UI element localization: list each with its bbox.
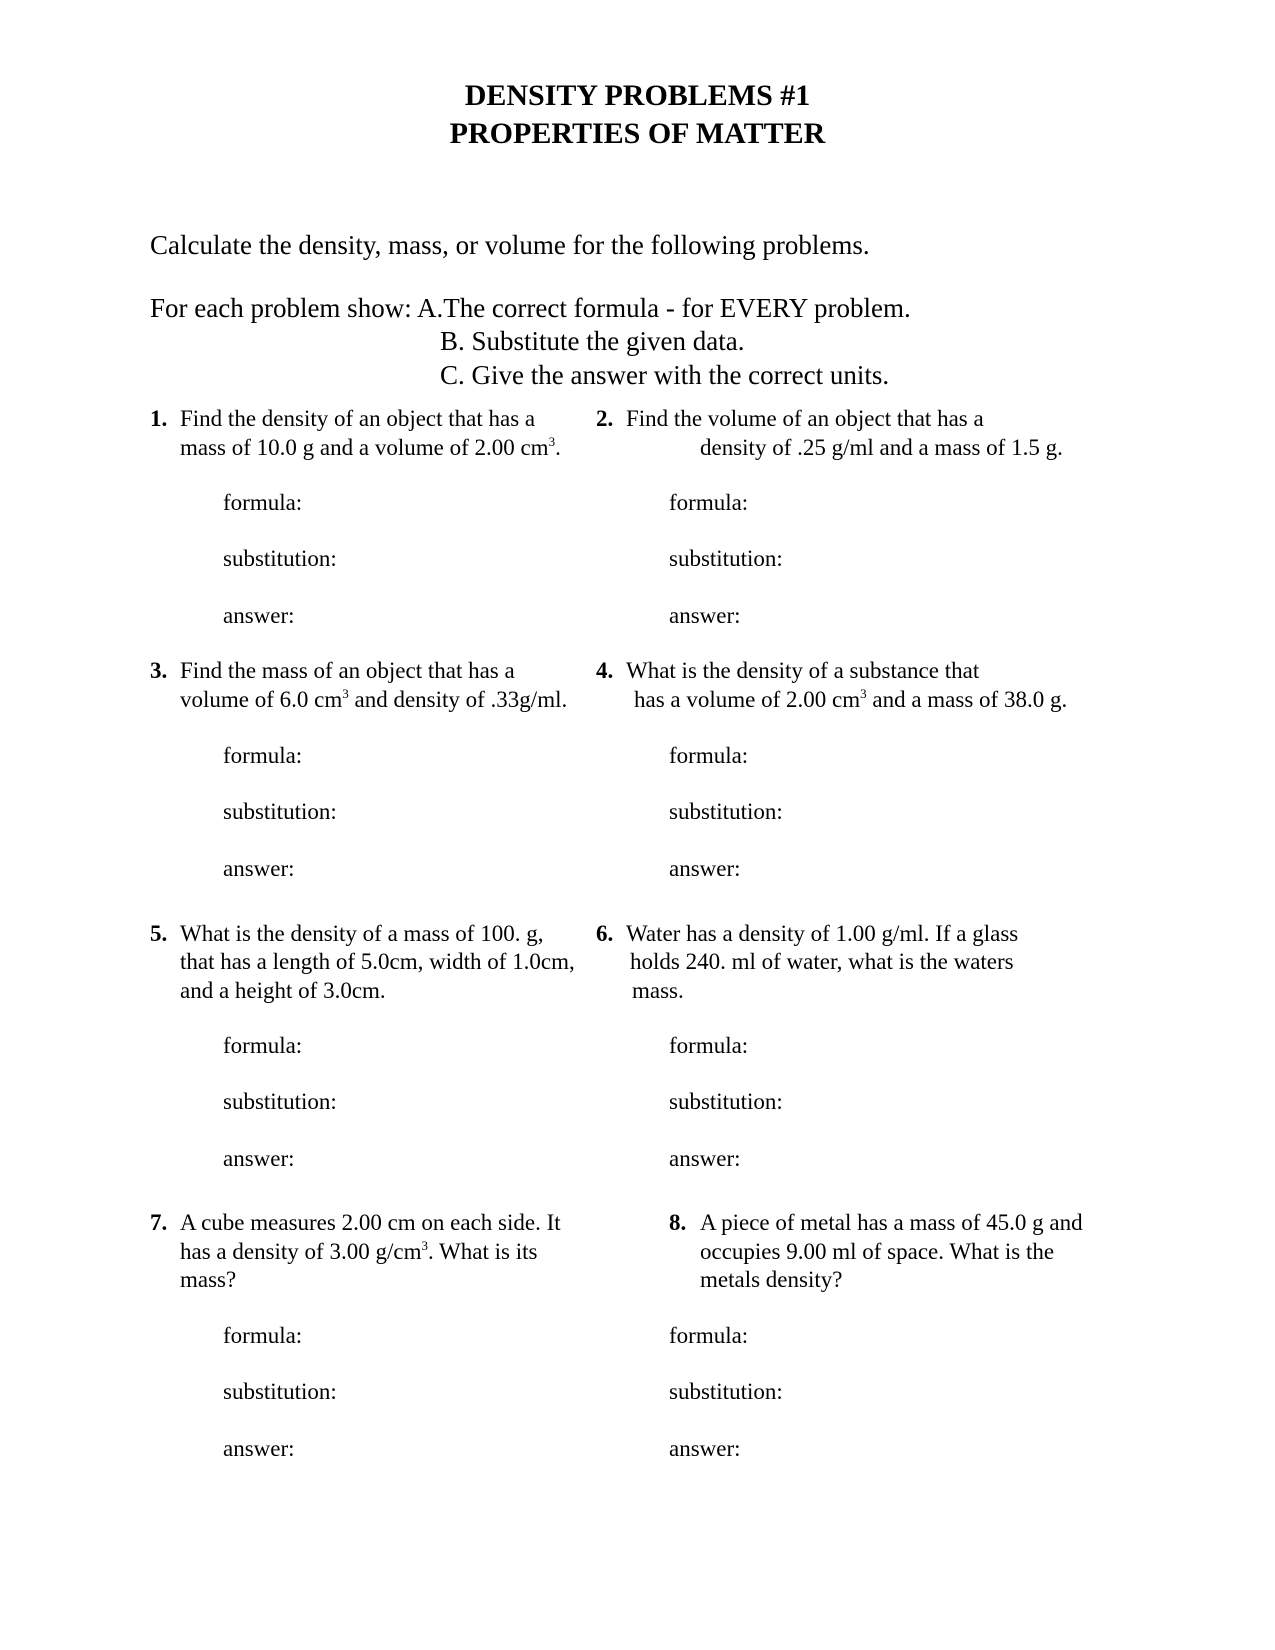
problem-4-answer-label: answer:: [669, 856, 741, 881]
problem-6-formula-label: formula:: [669, 1033, 749, 1058]
problem-6-number: 6.: [596, 921, 614, 946]
problem-1-text-line-1: Find the density of an object that has a: [180, 406, 536, 431]
problem-5-substitution-label: substitution:: [223, 1089, 337, 1114]
problem-2-substitution-label: substitution:: [669, 546, 783, 571]
page-title-line-2: PROPERTIES OF MATTER: [449, 117, 826, 150]
problem-3-text-line-1: Find the mass of an object that has a: [180, 658, 515, 683]
problem-3-text-line-2: volume of 6.0 $cm^3$ and density of .33g/ml.: [180, 686, 568, 712]
instructions-step-a: For each problem show: A.The correct formula - for EVERY problem.: [150, 293, 911, 323]
problem-1-answer-label: answer:: [223, 603, 295, 628]
problem-5-number: 5.: [150, 921, 168, 946]
problem-7-text-line-3: mass?: [180, 1267, 237, 1292]
problem-1-substitution-label: substitution:: [223, 546, 337, 571]
instructions-step-b: B. Substitute the given data.: [440, 326, 745, 356]
problem-4-substitution-label: substitution:: [669, 799, 783, 824]
problem-4-text-line-2: has a volume of 2.00 $cm^3$ and a mass of 38.0 g.: [634, 686, 1068, 712]
problem-8-substitution-label: substitution:: [669, 1379, 783, 1404]
problem-4-number: 4.: [596, 658, 614, 683]
page-title-line-1: DENSITY PROBLEMS #1: [464, 79, 811, 112]
problem-8-answer-label: answer:: [669, 1436, 741, 1461]
problem-3-number: 3.: [150, 658, 168, 683]
problem-1-number: 1.: [150, 406, 168, 431]
problem-3-substitution-label: substitution:: [223, 799, 337, 824]
problem-5-text-line-3: and a height of 3.0cm.: [180, 978, 386, 1003]
problem-2-text-line-2: density of .25 g/ml and a mass of 1.5 g.: [700, 435, 1063, 460]
problem-2-answer-label: answer:: [669, 603, 741, 628]
problem-6-text-line-1: Water has a density of 1.00 g/ml. If a glass: [626, 921, 1019, 946]
problem-8-text-line-1: A piece of metal has a mass of 45.0 g and: [700, 1210, 1083, 1235]
problem-3-formula-label: formula:: [223, 743, 303, 768]
problem-1-text-line-2: mass of 10.0 g and a volume of 2.00 $cm^3$.: [180, 434, 561, 460]
problem-2-formula-label: formula:: [669, 490, 749, 515]
problem-5-text-line-2: that has a length of 5.0cm, width of 1.0cm,: [180, 949, 575, 974]
problem-7-substitution-label: substitution:: [223, 1379, 337, 1404]
problem-2-number: 2.: [596, 406, 614, 431]
problem-5-text-line-1: What is the density of a mass of 100. g,: [180, 921, 544, 946]
problem-7-text-line-2: has a density of 3.00 $g/cm^3$. What is its: [180, 1238, 538, 1264]
problem-7-answer-label: answer:: [223, 1436, 295, 1461]
problem-8-number: 8.: [669, 1210, 687, 1235]
problem-7-number: 7.: [150, 1210, 168, 1235]
problem-5-answer-label: answer:: [223, 1146, 295, 1171]
problem-8-text-line-3: metals density?: [700, 1267, 843, 1292]
problem-6-text-line-2: holds 240. ml of water, what is the waters: [630, 949, 1014, 974]
problem-4-text-line-1: What is the density of a substance that: [626, 658, 980, 683]
problem-5-formula-label: formula:: [223, 1033, 303, 1058]
instructions-intro: Calculate the density, mass, or volume for the following problems.: [150, 230, 870, 260]
problem-6-substitution-label: substitution:: [669, 1089, 783, 1114]
problem-7-formula-label: formula:: [223, 1323, 303, 1348]
problem-2-text-line-1: Find the volume of an object that has a: [626, 406, 984, 431]
problem-6-answer-label: answer:: [669, 1146, 741, 1171]
problem-7-text-line-1: A cube measures 2.00 cm on each side. It: [180, 1210, 561, 1235]
problem-8-formula-label: formula:: [669, 1323, 749, 1348]
problem-4-formula-label: formula:: [669, 743, 749, 768]
problem-8-text-line-2: occupies 9.00 ml of space. What is the: [700, 1239, 1055, 1264]
problem-1-formula-label: formula:: [223, 490, 303, 515]
problem-3-answer-label: answer:: [223, 856, 295, 881]
problem-6-text-line-3: mass.: [632, 978, 684, 1003]
instructions-step-c: C. Give the answer with the correct units.: [440, 360, 890, 390]
